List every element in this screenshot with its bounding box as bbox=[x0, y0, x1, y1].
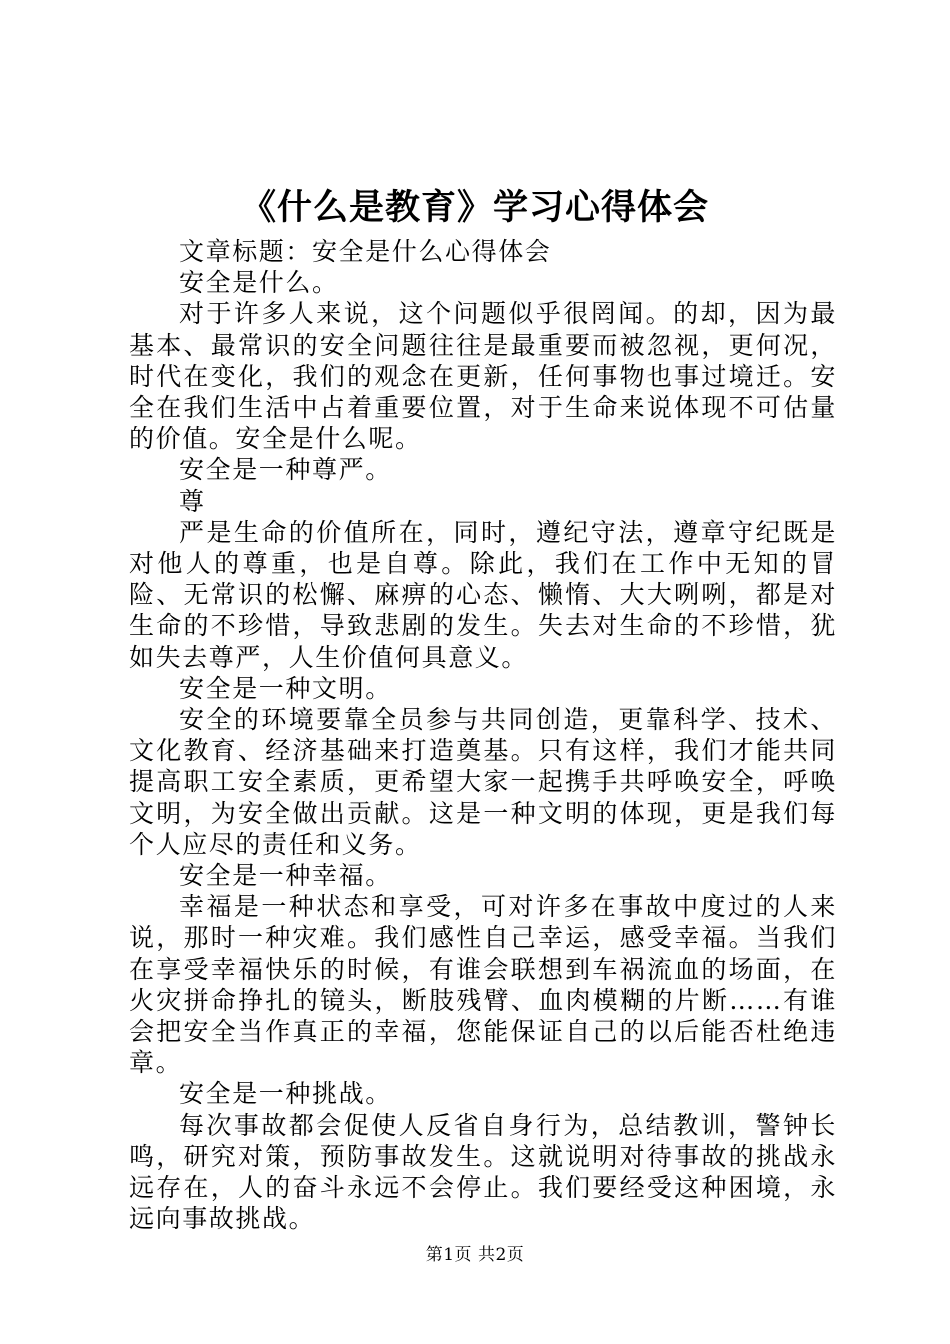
paragraph: 安全是一种幸福。 bbox=[179, 861, 392, 891]
paragraph: 安全的环境要靠全员参与共同创造，更靠科学、技术、文化教育、经济基础来打造奠基。只有这样，我们才能共同提高职工安全素质，更希望大家一起携手共呼唤安全，呼唤文明，为安全做出贡献。这是一种文明的体现，更是我们每个人应尽的责任和义务。 bbox=[129, 705, 837, 859]
paragraph: 尊 bbox=[179, 486, 206, 516]
paragraph: 文章标题：安全是什么心得体会 bbox=[179, 237, 552, 266]
paragraph: 幸福是一种状态和享受，可对许多在事故中度过的人来说，那时一种灾难。我们感性自己幸运，感受幸福。当我们在享受幸福快乐的时候，有谁会联想到车祸流血的场面，在火灾拼命挣扎的镜头，断肢残臂、血肉模糊的片断……有谁会把安全当作真正的幸福，您能保证自己的以后能否杜绝违章。 bbox=[129, 892, 837, 1078]
paragraph: 每次事故都会促使人反省自身行为，总结教训，警钟长鸣，研究对策，预防事故发生。这就说明对待事故的挑战永远存在，人的奋斗永远不会停止。我们要经受这种困境，永远向事故挑战。 bbox=[129, 1110, 837, 1234]
paragraph: 安全是一种文明。 bbox=[179, 673, 392, 703]
page-number-footer: 第1页 共2页 bbox=[425, 1245, 525, 1265]
document-title: 《什么是教育》学习心得体会 bbox=[240, 187, 709, 228]
document-body bbox=[129, 236, 837, 1235]
paragraph: 安全是一种尊严。 bbox=[179, 455, 392, 485]
paragraph: 安全是什么。 bbox=[179, 268, 339, 298]
paragraph: 对于许多人来说，这个问题似乎很罔闻。的却，因为最基本、最常识的安全问题往往是最重要而被忽视，更何况，时代在变化，我们的观念在更新，任何事物也事过境迁。安全在我们生活中占着重要位置，对于生命来说体现不可估量的价值。安全是什么呢。 bbox=[129, 299, 837, 454]
paragraph: 安全是一种挑战。 bbox=[179, 1079, 392, 1109]
paragraph: 严是生命的价值所在，同时，遵纪守法，遵章守纪既是对他人的尊重，也是自尊。除此，我们在工作中无知的冒险、无常识的松懈、麻痹的心态、懒惰、大大咧咧，都是对生命的不珍惜，导致悲剧的发生。失去对生命的不珍惜，犹如失去尊严，人生价值何具意义。 bbox=[129, 517, 837, 672]
